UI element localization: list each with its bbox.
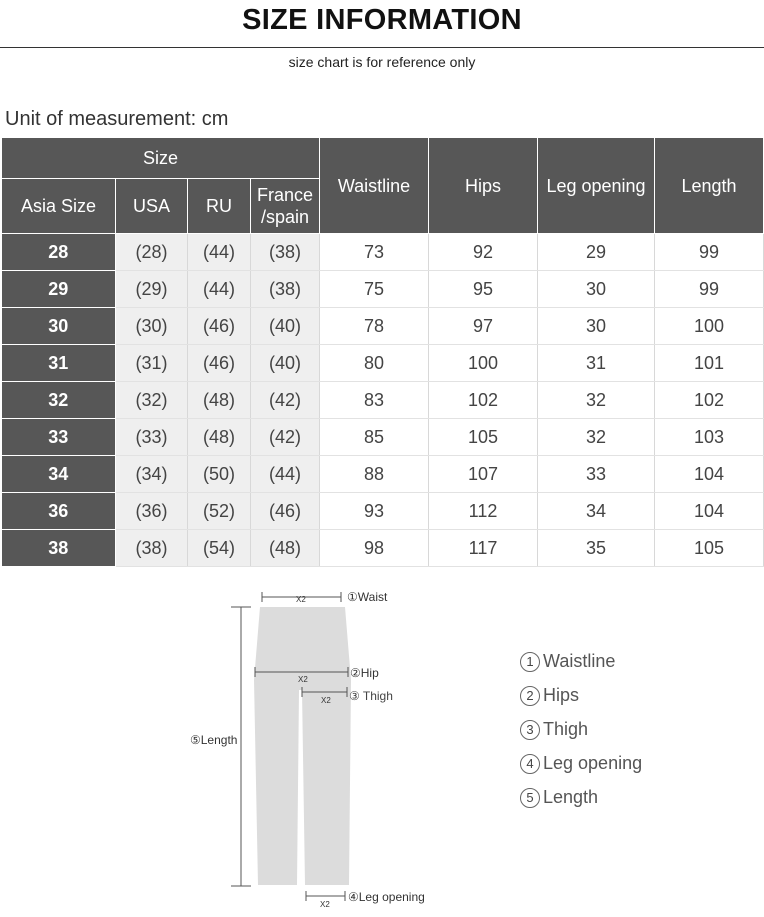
pants-measurement-diagram	[0, 580, 764, 917]
legend-label: Hips	[543, 685, 580, 705]
table-row	[2, 234, 764, 271]
size-group-header: Size	[2, 138, 320, 179]
converted-size-cell: (28)	[116, 234, 188, 271]
legend-number: 5	[520, 788, 540, 808]
converted-size-cell: (31)	[116, 345, 188, 382]
converted-size-cell: (44)	[251, 456, 320, 493]
legend-label: Leg opening	[543, 753, 643, 773]
measurement-cell: 112	[429, 493, 538, 530]
table-row	[2, 419, 764, 456]
measurement-cell: 34	[538, 493, 655, 530]
converted-size-cell: (42)	[251, 382, 320, 419]
measurement-cell: 75	[320, 271, 429, 308]
measurement-cell: 98	[320, 530, 429, 567]
measurement-cell: 30	[538, 271, 655, 308]
measurement-cell: 105	[655, 530, 764, 567]
asia-size-cell: 38	[2, 530, 116, 567]
legend-item	[520, 786, 642, 820]
measurement-cell: 107	[429, 456, 538, 493]
asia-size-cell: 36	[2, 493, 116, 530]
hip-label: ②Hip	[350, 666, 379, 680]
converted-size-cell: (32)	[116, 382, 188, 419]
measurement-cell: 100	[429, 345, 538, 382]
legend-label: Waistline	[543, 651, 616, 671]
page-title: SIZE INFORMATION	[242, 4, 522, 36]
asia-size-cell: 32	[2, 382, 116, 419]
converted-size-cell: (30)	[116, 308, 188, 345]
column-header-waistline: Waistline	[320, 138, 429, 234]
converted-size-cell: (36)	[116, 493, 188, 530]
converted-size-cell: (33)	[116, 419, 188, 456]
asia-size-cell: 29	[2, 271, 116, 308]
measurement-cell: 117	[429, 530, 538, 567]
converted-size-cell: (40)	[251, 308, 320, 345]
hip-x2-label: X2	[298, 675, 308, 684]
table-row	[2, 308, 764, 345]
measurement-cell: 99	[655, 271, 764, 308]
pants-silhouette	[254, 607, 351, 885]
measurement-cell: 85	[320, 419, 429, 456]
legend-item	[520, 752, 642, 786]
column-header-asia-size: Asia Size	[2, 179, 116, 234]
converted-size-cell: (29)	[116, 271, 188, 308]
leg-opening-label: ④Leg opening	[348, 890, 425, 904]
thigh-label: ③ Thigh	[349, 689, 393, 703]
measurement-cell: 104	[655, 456, 764, 493]
measurement-cell: 33	[538, 456, 655, 493]
converted-size-cell: (52)	[188, 493, 251, 530]
waist-x2-label: X2	[296, 595, 306, 604]
page-subtitle: size chart is for reference only	[288, 54, 476, 70]
measurement-cell: 103	[655, 419, 764, 456]
column-header-ru: RU	[188, 179, 251, 234]
table-row	[2, 493, 764, 530]
legend-item	[520, 684, 642, 718]
table-row	[2, 382, 764, 419]
title-divider	[0, 47, 764, 48]
legend-number: 4	[520, 754, 540, 774]
legend-number: 3	[520, 720, 540, 740]
asia-size-cell: 34	[2, 456, 116, 493]
column-header-usa: USA	[116, 179, 188, 234]
measurement-cell: 97	[429, 308, 538, 345]
converted-size-cell: (34)	[116, 456, 188, 493]
asia-size-cell: 31	[2, 345, 116, 382]
measurement-cell: 92	[429, 234, 538, 271]
column-header-leg-opening: Leg opening	[538, 138, 655, 234]
measurement-cell: 105	[429, 419, 538, 456]
converted-size-cell: (38)	[251, 271, 320, 308]
converted-size-cell: (54)	[188, 530, 251, 567]
length-label: ⑤Length	[190, 733, 238, 747]
measurement-cell: 73	[320, 234, 429, 271]
unit-note: Unit of measurement: cm	[5, 108, 229, 130]
measurement-cell: 83	[320, 382, 429, 419]
converted-size-cell: (46)	[188, 308, 251, 345]
leg-opening-x2-label: X2	[320, 900, 330, 909]
thigh-x2-label: X2	[321, 696, 331, 705]
measurement-cell: 29	[538, 234, 655, 271]
measurement-cell: 88	[320, 456, 429, 493]
converted-size-cell: (40)	[251, 345, 320, 382]
measurement-cell: 99	[655, 234, 764, 271]
legend-item	[520, 650, 642, 684]
size-table	[1, 137, 764, 567]
converted-size-cell: (44)	[188, 271, 251, 308]
legend-number: 1	[520, 652, 540, 672]
waist-label: ①Waist	[347, 590, 388, 604]
measurement-cell: 100	[655, 308, 764, 345]
measurement-cell: 80	[320, 345, 429, 382]
converted-size-cell: (48)	[188, 382, 251, 419]
asia-size-cell: 30	[2, 308, 116, 345]
measurement-cell: 31	[538, 345, 655, 382]
measurement-cell: 35	[538, 530, 655, 567]
measurement-cell: 30	[538, 308, 655, 345]
measurement-legend	[520, 650, 642, 820]
table-row	[2, 345, 764, 382]
table-row	[2, 271, 764, 308]
converted-size-cell: (38)	[116, 530, 188, 567]
measurement-cell: 95	[429, 271, 538, 308]
asia-size-cell: 33	[2, 419, 116, 456]
converted-size-cell: (50)	[188, 456, 251, 493]
legend-label: Thigh	[543, 719, 589, 739]
converted-size-cell: (44)	[188, 234, 251, 271]
measurement-cell: 32	[538, 419, 655, 456]
legend-label: Length	[543, 787, 599, 807]
table-row	[2, 456, 764, 493]
column-header-length: Length	[655, 138, 764, 234]
column-header-france-spain: France /spain	[251, 179, 320, 234]
legend-item	[520, 718, 642, 752]
measurement-cell: 102	[655, 382, 764, 419]
measurement-cell: 101	[655, 345, 764, 382]
measurement-cell: 78	[320, 308, 429, 345]
table-row	[2, 530, 764, 567]
converted-size-cell: (46)	[188, 345, 251, 382]
measurement-cell: 104	[655, 493, 764, 530]
measurement-cell: 93	[320, 493, 429, 530]
converted-size-cell: (38)	[251, 234, 320, 271]
column-header-hips: Hips	[429, 138, 538, 234]
converted-size-cell: (48)	[188, 419, 251, 456]
converted-size-cell: (48)	[251, 530, 320, 567]
measurement-cell: 32	[538, 382, 655, 419]
legend-number: 2	[520, 686, 540, 706]
converted-size-cell: (46)	[251, 493, 320, 530]
converted-size-cell: (42)	[251, 419, 320, 456]
measurement-cell: 102	[429, 382, 538, 419]
asia-size-cell: 28	[2, 234, 116, 271]
